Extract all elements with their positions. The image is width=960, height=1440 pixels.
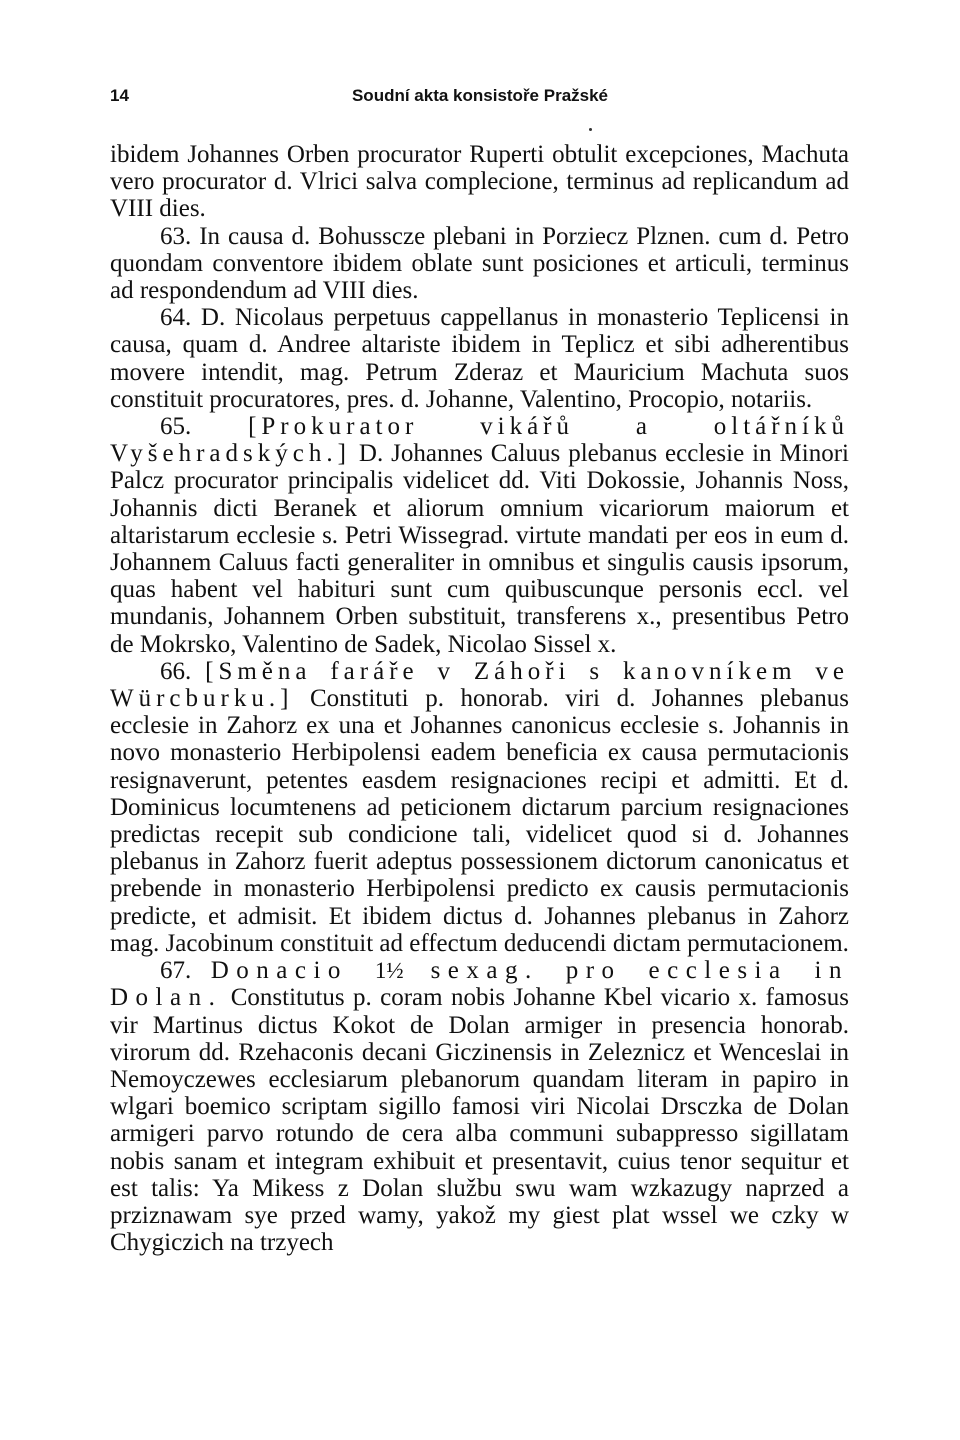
entry-text: Constituti p. honorab. viri d. Johannes plebanus ecclesie in Zahorz ex una et Johannes canonicus ecclesie s. Johannis in novo monasterio Herbipolensi eadem beneficia ex causa permutacionis resignaverunt, petentes easdem resignaciones recipi et admitti. Et d. Dominicus locumtenens ad peticionem dictarum parcium resignaciones predictas recepit sub condicione tali, videlicet quod si d. Johannes plebanus in Zahorz fuerit adeptus possessionem dictorum canonicatus et prebende in monasterio Herbipolensi predicto ex causis permutacionis predicte, et admisit. Et ibidem dictus d. Johannes plebanus in Zahorz mag. Jacobinum constituit ad effectum deducendi dictam permutacionem. — [110, 685, 849, 957]
entry-number: 67. — [160, 957, 211, 985]
paragraph-67 — [110, 957, 849, 1256]
paragraph-62-continuation: ibidem Johannes Orben procurator Ruperti obtulit excepciones, Machuta vero procurator d. Vlrici salva complecione, terminus ad replicandum ad VIII dies. — [110, 141, 849, 223]
entry-heading-fraction: 1½ — [374, 958, 404, 984]
entry-text: D. Johannes Caluus plebanus ecclesie in Minori Palcz procurator principalis videlicet dd. Viti Dokossie, Johannis Noss, Johannis dicti Beranek et aliorum omnium vicariorum maiorum et altaristarum ecclesie s. Petri Wissegrad. virtute mandati per eos in eum d. Johannem Caluus facti generaliter in omnibus et singulis causis ipsorum, quas habent vel habituri sunt cum quibuscunque personis eccl. vel mundanis, Johannem Orben substituit, transferens x., presentibus Petro de Mokrsko, Valentino de Sadek, Nicolao Sissel x. — [110, 440, 849, 658]
entry-number: 66. — [160, 657, 206, 685]
entry-heading: [Směna faráře v Záhoři s kanovníkem ve Würcburku.] — [110, 657, 850, 713]
body-text — [110, 141, 849, 1256]
entry-heading-part-b: sexag. pro ecclesia in Dolan. — [110, 957, 850, 1012]
entry-heading-part-a: Donacio — [210, 957, 375, 985]
entry-heading: [Prokurator vikářů a oltářníků Vyšehradských.] — [110, 413, 850, 468]
running-title: Soudní akta konsistoře Pražské — [351, 86, 609, 105]
page-header — [110, 86, 850, 116]
entry-number: 65. — [160, 413, 249, 441]
page-number: 14 — [110, 86, 129, 105]
paragraph-63: 63. In causa d. Bohusscze plebani in Porziecz Plznen. cum d. Petro quondam conventore ibidem oblate sunt posiciones et articuli, terminus ad respondendum ad VIII dies. — [110, 222, 849, 305]
ink-speck — [589, 128, 592, 131]
entry-text: Constitutus p. coram nobis Johanne Kbel vicario x. famosus vir Martinus dictus Kokot de Dolan armiger in presencia honorab. virorum dd. Rzehaconis decani Giczinensis in Zeleznicz et Wenceslai in Nemoyczewes ecclesiarum plebanorum quandam literam in papiro in wlgari boemico scriptam sigillo famosi viri Nicolai Drsczka de Dolan armigeri parvo rotundo de cera alba communi subappresso sigillatam nobis sanam et integram exhibuit et presentavit, cuius tenor sequitur et est talis: Ya Mikess z Dolan službu swu wam wzkazugy naprzed a prziznawam sye przed wamy, yakož my giest plat wssel we czky w Chygiczich na trzyech — [110, 984, 849, 1257]
paragraph-64: 64. D. Nicolaus perpetuus cappellanus in monasterio Teplicensi in causa, quam d. Andree altariste ibidem in Teplicz et sibi adherentibus movere intendit, mag. Petrum Zderaz et Mauricium Machuta suos constituit procuratores, pres. d. Johanne, Valentino, Procopio, notariis. — [110, 304, 849, 413]
paragraph-65 — [110, 413, 849, 658]
paragraph-66 — [110, 658, 849, 957]
